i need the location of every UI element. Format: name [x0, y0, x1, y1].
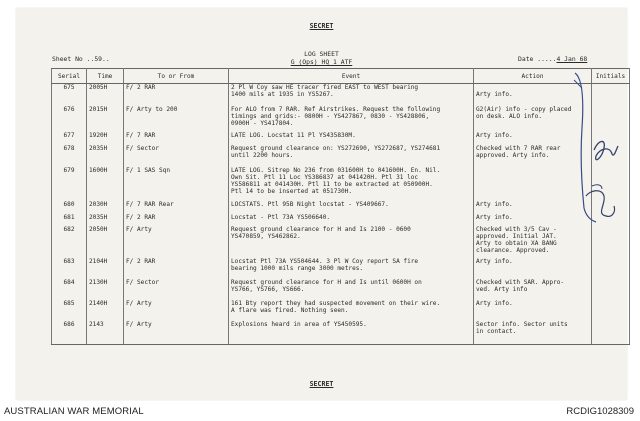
cell-time: 2104H	[87, 258, 124, 279]
header-event: Event	[229, 69, 474, 84]
cell-event: Request ground clearance for H and Is until 0600H on YS766, YS766, YS666.	[229, 279, 474, 300]
cell-initials	[592, 145, 630, 167]
classification-footer: SECRET	[309, 380, 334, 388]
cell-serial: 681	[52, 214, 87, 226]
cell-time: 2030H	[87, 201, 124, 214]
cell-to-or-from: F/ Arty to 200	[124, 106, 229, 132]
cell-initials	[592, 84, 630, 106]
header-to-or-from: To or From	[124, 69, 229, 84]
table-row	[52, 84, 630, 106]
cell-event: For ALO from 7 RAR. Ref Airstrikes. Request the following timings and grids:- 0800H - YS427867, 0830 - YS428806, 0900H - YS417804.	[229, 106, 474, 132]
cell-time: 2035H	[87, 214, 124, 226]
cell-to-or-from: F/ 2 RAR	[124, 214, 229, 226]
table-row	[52, 214, 630, 226]
cell-to-or-from: F/ 2 RAR	[124, 84, 229, 106]
header-action: Action	[474, 69, 592, 84]
cell-to-or-from: F/ 2 RAR	[124, 258, 229, 279]
cell-serial: 679	[52, 167, 87, 201]
cell-action: Arty info.	[474, 132, 592, 145]
table-row	[52, 106, 630, 132]
cell-to-or-from: F/ 7 RAR Rear	[124, 201, 229, 214]
cell-to-or-from: F/ Sector	[124, 279, 229, 300]
log-sheet-page	[16, 8, 627, 400]
table-row	[52, 321, 630, 345]
cell-initials	[592, 132, 630, 145]
cell-time: 2005H	[87, 84, 124, 106]
cell-serial: 684	[52, 279, 87, 300]
cell-time: 2140H	[87, 300, 124, 321]
date-field: Date .....4 Jan 68	[518, 55, 588, 63]
cell-event: 2 Pl W Coy saw HE tracer fired EAST to WEST bearing 1400 mils at 1935 in YS5267.	[229, 84, 474, 106]
unit-name: G (Ops) HQ 1 ATF	[290, 58, 353, 66]
date-label: Date	[518, 55, 534, 63]
record-id: RCDIG1028309	[566, 406, 634, 417]
cell-initials	[592, 300, 630, 321]
cell-to-or-from: F/ 1 SAS Sqn	[124, 167, 229, 201]
cell-action: G2(Air) info - copy placed on desk. ALO info.	[474, 106, 592, 132]
cell-event: Request ground clearance for H and Is 2100 - 0600 YS470859, YS462862.	[229, 226, 474, 258]
cell-event: Locstat - Ptl 73A YS506640.	[229, 214, 474, 226]
cell-to-or-from: F/ Arty	[124, 321, 229, 345]
cell-to-or-from: F/ Sector	[124, 145, 229, 167]
log-sheet-title: LOG SHEET	[304, 50, 339, 58]
cell-to-or-from: F/ Arty	[124, 300, 229, 321]
cell-action: Sector info. Sector units in contact.	[474, 321, 592, 345]
cell-initials	[592, 201, 630, 214]
header-initials: Initials	[592, 69, 630, 84]
header-serial: Serial	[52, 69, 87, 84]
cell-action: Checked with SAR. Appro- ved. Arty info	[474, 279, 592, 300]
cell-event: LATE LOG. Locstat 11 Pl YS435830M.	[229, 132, 474, 145]
cell-time: 1920H	[87, 132, 124, 145]
cell-action: Arty info.	[474, 84, 592, 106]
cell-serial: 678	[52, 145, 87, 167]
cell-to-or-from: F/ 7 RAR	[124, 132, 229, 145]
cell-time: 1600H	[87, 167, 124, 201]
cell-initials	[592, 321, 630, 345]
cell-time: 2015H	[87, 106, 124, 132]
cell-action: Arty info.	[474, 300, 592, 321]
table-row	[52, 279, 630, 300]
cell-serial: 676	[52, 106, 87, 132]
table-header-row	[52, 69, 630, 84]
cell-serial: 685	[52, 300, 87, 321]
cell-event: LOCSTATS. Ptl 95B Night locstat - YS409667.	[229, 201, 474, 214]
cell-serial: 680	[52, 201, 87, 214]
source-label: AUSTRALIAN WAR MEMORIAL	[4, 406, 144, 417]
sheet-label: Sheet No	[52, 55, 83, 63]
cell-initials	[592, 106, 630, 132]
table-row	[52, 300, 630, 321]
cell-action: Checked with 3/5 Cav - approved. Initial JAT. Arty to obtain XA BANG clearance. Approved.	[474, 226, 592, 258]
cell-action: Arty info.	[474, 201, 592, 214]
table-row	[52, 226, 630, 258]
cell-time: 2035H	[87, 145, 124, 167]
log-table	[51, 68, 630, 345]
cell-time: 2143	[87, 321, 124, 345]
cell-event: Locstat Ptl 73A YS504644. 3 Pl W Coy report SA fire bearing 1000 mils range 3000 metres.	[229, 258, 474, 279]
cell-to-or-from: F/ Arty	[124, 226, 229, 258]
cell-initials	[592, 167, 630, 201]
cell-serial: 686	[52, 321, 87, 345]
table-row	[52, 201, 630, 214]
cell-action: Checked with 7 RAR rear approved. Arty info.	[474, 145, 592, 167]
cell-serial: 683	[52, 258, 87, 279]
cell-time: 2130H	[87, 279, 124, 300]
sheet-number: Sheet No ..59..	[52, 55, 110, 63]
cell-event: Explosions heard in area of YS450595.	[229, 321, 474, 345]
cell-action	[474, 167, 592, 201]
cell-event: Request ground clearance on: YS272690, YS272687, YS274681 until 2200 hours.	[229, 145, 474, 167]
cell-action: Arty info.	[474, 258, 592, 279]
classification-header: SECRET	[309, 22, 334, 30]
cell-serial: 682	[52, 226, 87, 258]
cell-event: LATE LOG. Sitrep No 236 from 031600H to 041600H. En. Nil. Own Sit. Ptl 11 Loc YS386837 at 041420H. Ptl 31 loc YS586811 at 041430H. Ptl 11 to be extracted at 050900H. Ptl 14 to be inserted at 051730H.	[229, 167, 474, 201]
date-value: 4 Jan 68	[556, 55, 588, 63]
cell-time: 2050H	[87, 226, 124, 258]
log-table-body	[52, 84, 630, 345]
cell-initials	[592, 279, 630, 300]
table-row	[52, 132, 630, 145]
cell-initials	[592, 214, 630, 226]
cell-initials	[592, 226, 630, 258]
header-time: Time	[87, 69, 124, 84]
cell-serial: 677	[52, 132, 87, 145]
sheet-number-value: 59	[94, 55, 103, 63]
table-row	[52, 145, 630, 167]
cell-serial: 675	[52, 84, 87, 106]
cell-initials	[592, 258, 630, 279]
table-row	[52, 258, 630, 279]
table-row	[52, 167, 630, 201]
cell-event: 161 Bty report they had suspected movement on their wire. A flare was fired. Nothing seen.	[229, 300, 474, 321]
cell-action: Arty info.	[474, 214, 592, 226]
